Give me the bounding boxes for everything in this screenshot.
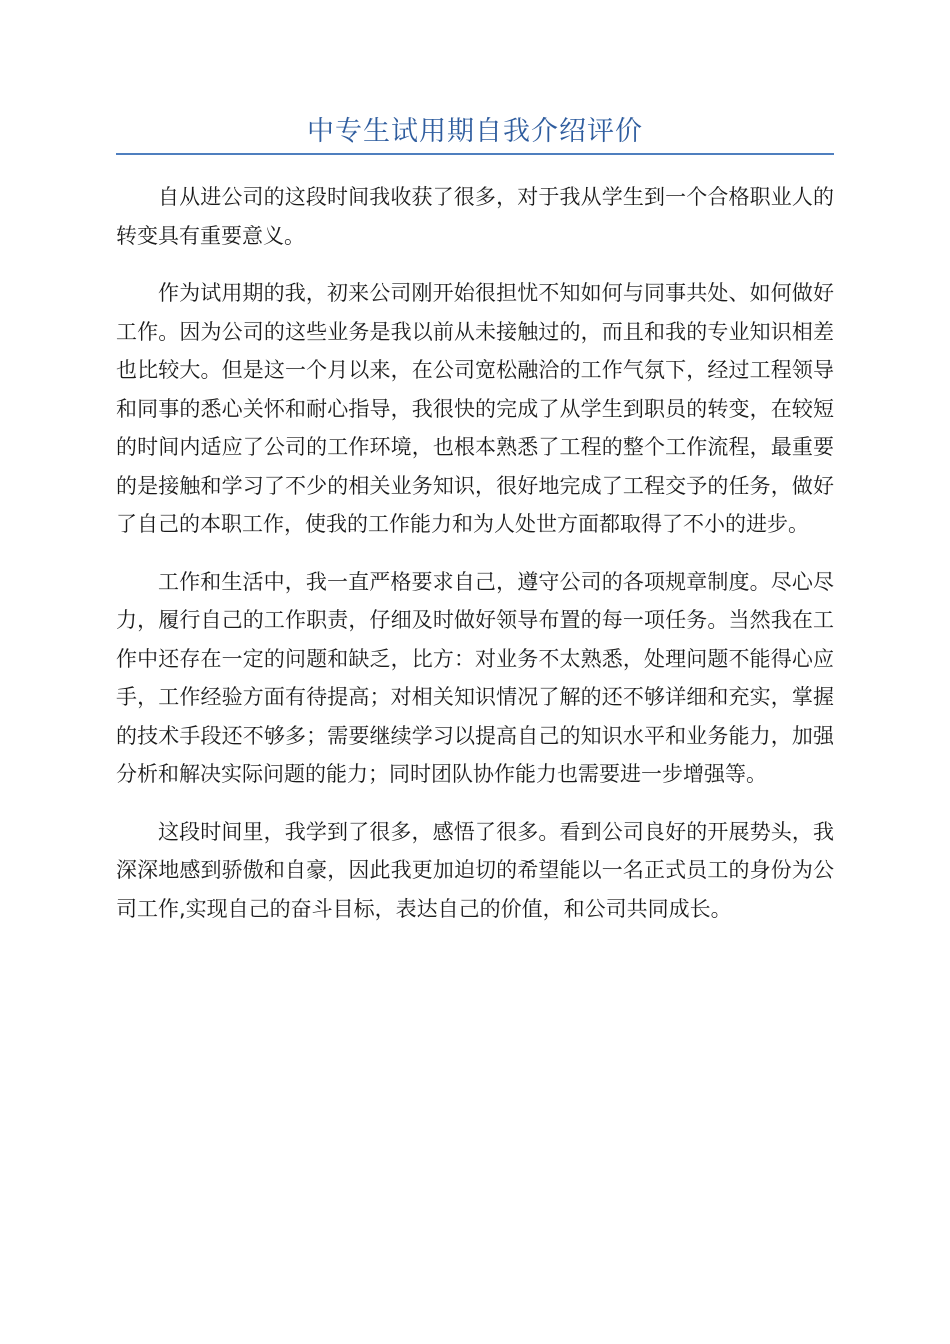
title-underline [116,153,834,155]
document-body [116,178,834,947]
paragraph-3: 工作和生活中，我一直严格要求自己，遵守公司的各项规章制度。尽心尽力，履行自己的工作职责，仔细及时做好领导布置的每一项任务。当然我在工作中还存在一定的问题和缺乏，比方：对业务不太熟悉，处理问题不能得心应手，工作经验方面有待提高；对相关知识情况了解的还不够详细和充实，掌握的技术手段还不够多；需要继续学习以提高自己的知识水平和业务能力，加强分析和解决实际问题的能力；同时团队协作能力也需要进一步增强等。 [116,569,834,786]
paragraph-1: 自从进公司的这段时间我收获了很多，对于我从学生到一个合格职业人的转变具有重要意义。 [116,185,834,248]
document-title: 中专生试用期自我介绍评价 [307,116,643,147]
paragraph-2: 作为试用期的我，初来公司刚开始很担忧不知如何与同事共处、如何做好工作。因为公司的这些业务是我以前从未接触过的，而且和我的专业知识相差也比较大。但是这一个月以来，在公司宽松融洽的工作气氛下，经过工程领导和同事的悉心关怀和耐心指导，我很快的完成了从学生到职员的转变，在较短的时间内适应了公司的工作环境，也根本熟悉了工程的整个工作流程，最重要的是接触和学习了不少的相关业务知识，很好地完成了工程交予的任务，做好了自己的本职工作，使我的工作能力和为人处世方面都取得了不小的进步。 [116,281,834,536]
paragraph-4: 这段时间里，我学到了很多，感悟了很多。看到公司良好的开展势头，我深深地感到骄傲和自豪，因此我更加迫切的希望能以一名正式员工的身份为公司工作,实现自己的奋斗目标，表达自己的价值，和公司共同成长。 [116,819,834,921]
